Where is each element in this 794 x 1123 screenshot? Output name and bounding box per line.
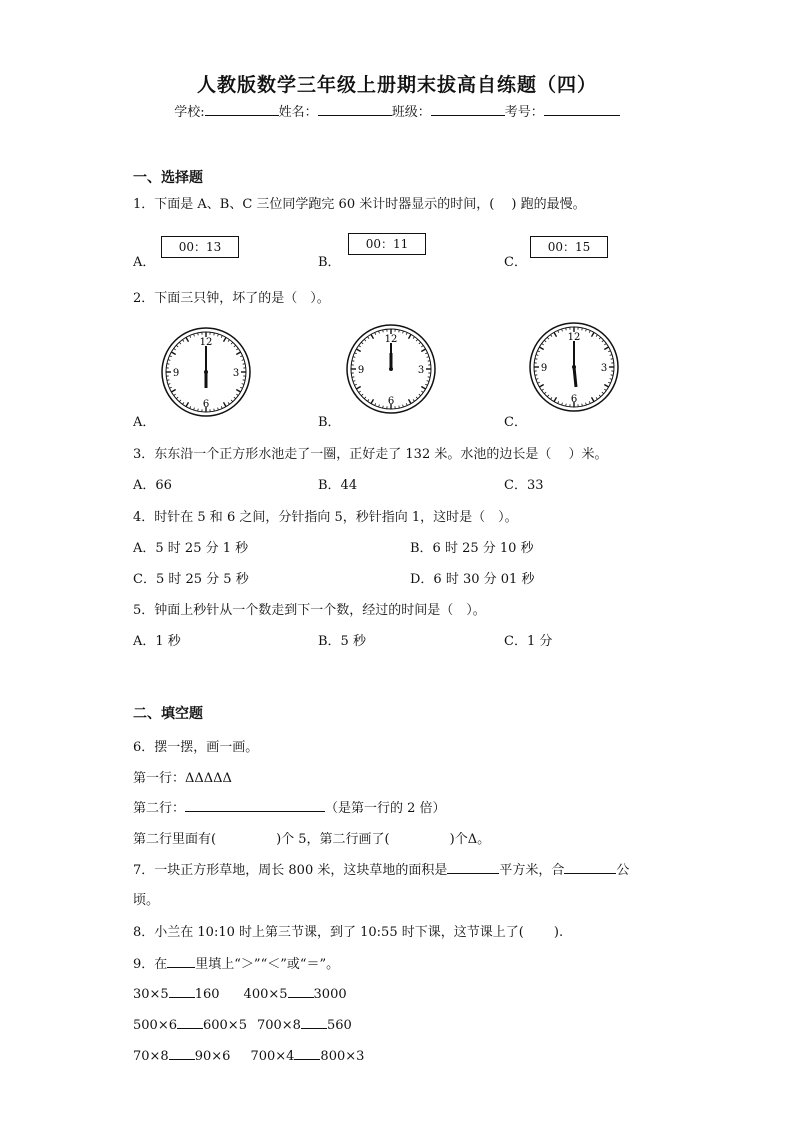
clock-tick [602,392,604,394]
clock-tick [198,333,199,335]
clock-tick [539,385,543,388]
clock-tick [179,400,181,402]
clock-tick [375,403,376,405]
student-info-line [0,101,794,120]
clock-tick [243,380,245,381]
clock-tick [179,342,181,344]
clock-tick [562,329,563,331]
clock-c [528,321,620,413]
page-title: 人教版数学三年级上册期末拔高自练题（四） [196,74,597,96]
clock-tick [427,357,429,358]
clock-tick [361,342,363,344]
clock-tick [610,379,612,380]
clock-tick [539,347,543,350]
q9-r3-blank-1[interactable] [169,1047,195,1060]
clock-tick [421,387,425,390]
clock-tick [236,348,238,349]
clock-tick [428,361,430,362]
clock-tick [427,381,429,382]
clock-tick [596,397,597,399]
q9-r2-right: 600×5 [202,1018,247,1033]
clock-tick [608,382,610,383]
clock-tick [190,406,191,408]
clock-tick [367,337,368,339]
clock-tick [167,364,169,365]
clock-tick [582,328,583,330]
clock-tick [399,406,400,408]
question-4-text: 4．时针在 5 和 6 之间，分针指向 5，秒针指向 1，这时是（ ）。 [133,510,518,525]
clock-tick [214,409,215,411]
clock-tick [367,399,368,401]
clock-b-num-12: 12 [384,334,398,345]
clock-tick [176,397,178,399]
timer-display-b: 00：11 [348,233,426,255]
clock-b-num-6: 6 [387,396,395,407]
q6-line3-part-b: )个 5，第二行画了( [276,832,390,847]
clock-a-num-12: 12 [199,337,213,348]
q9-r1-blank-1[interactable] [169,985,195,998]
clock-b-num-3: 3 [417,365,425,376]
clock-tick [234,345,236,347]
q9-r3-right-2: 800×3 [320,1049,365,1064]
q9-r1-right: 160 [194,987,220,1002]
timer-display-c: 00：15 [530,236,608,258]
clock-tick [234,397,236,399]
clock-tick [190,335,191,337]
clock-tick [409,334,412,338]
q3-option-a: A．66 [133,478,172,493]
q6-row1: 第一行：ΔΔΔΔΔ [133,771,232,786]
q2-option-b-label: B． [318,415,341,430]
q1-option-c-label: C． [504,255,527,270]
question-6-text: 6．摆一摆，画一画。 [133,740,259,755]
clock-tick [186,337,189,341]
clock-tick [364,397,366,399]
clock-tick [240,356,242,357]
clock-tick [421,391,423,392]
q9-r1-right-2: 3000 [313,987,347,1002]
q9-r1-left: 30×5 [133,987,169,1002]
clock-a-num-9: 9 [172,368,180,379]
q9-r1-left-2: 400×5 [243,987,288,1002]
q4-option-c: C．5 时 25 分 5 秒 [133,572,249,587]
clock-tick [353,381,355,382]
clock-tick [544,392,546,394]
q3-option-b: B．44 [318,478,358,493]
clock-tick [550,335,551,337]
q6-row2 [133,797,446,816]
q6-row2-note: （是第一行的 2 倍） [325,801,446,816]
clock-tick [604,347,608,350]
clock-tick [566,404,567,406]
clock-tick [375,332,376,334]
q9-r2-right-2: 560 [326,1018,352,1033]
clock-tick [379,331,380,333]
clock-tick [352,361,354,362]
clock-tick [371,399,374,403]
clock-tick [169,356,171,357]
clock-tick [421,345,423,346]
clock-tick [198,409,199,411]
clock-tick [537,351,539,352]
clock-tick [425,353,427,354]
clock-tick [356,387,360,390]
clock-tick [547,337,549,339]
clock-tick [186,402,189,406]
timer-display-a: 00：13 [161,236,239,258]
clock-tick [611,375,613,376]
question-5-text: 5．钟面上秒针从一个数走到下一个数，经过的时间是（ ）。 [133,603,486,618]
q1-option-b-label: B． [318,255,341,270]
clock-tick [379,405,380,407]
q9-row-1 [133,985,347,1002]
clock-tick [406,403,407,405]
clock-tick [359,391,361,392]
q9-part1: 9．在 [133,957,168,972]
clock-tick [168,384,170,385]
clock-tick [416,397,418,399]
q1-option-a-label: A． [133,255,156,270]
clock-tick [592,397,595,401]
clock-a-num-6: 6 [202,399,210,410]
name-blank[interactable] [318,103,392,116]
clock-tick [169,387,171,388]
q9-r2-blank-1[interactable] [177,1016,203,1029]
clock-tick [544,340,546,342]
q9-r3-blank-2[interactable] [294,1047,320,1060]
clock-c-hour-hand [574,367,576,387]
clock-tick [562,403,563,405]
clock-tick [535,375,537,376]
clock-tick [566,328,567,330]
q9-example-blank [167,955,195,968]
school-blank[interactable] [205,103,279,116]
clock-tick [602,340,604,342]
clock-tick [537,382,539,383]
q7-blank-2[interactable] [564,861,616,874]
clock-tick [228,402,229,404]
clock-tick [550,397,551,399]
q7-continuation: 顷。 [133,893,160,908]
clock-b-num-9: 9 [357,365,365,376]
clock-tick [558,330,559,332]
clock-tick [352,377,354,378]
q4-option-a: A．5 时 25 分 1 秒 [133,541,249,556]
clock-tick [242,360,244,361]
clock-tick [218,334,219,336]
number-blank[interactable] [544,103,620,116]
clock-tick [242,384,244,385]
q5-option-c: C．1 分 [504,634,553,649]
clock-tick [403,405,404,407]
clock-tick [608,351,610,352]
clock-tick [171,390,175,393]
q7-part1: 7．一块正方形草地，周长 800 米，这块草地的面积是 [133,863,448,878]
clock-tick [383,406,384,408]
clock-tick [611,359,613,360]
clock-tick [586,329,587,331]
question-9-text [133,953,339,972]
section-heading-fill: 二、填空题 [133,706,203,722]
q6-row2-blank[interactable] [185,799,325,812]
clock-tick [182,340,183,342]
clock-tick [218,408,219,410]
clock-tick [554,397,557,401]
q9-r1-blank-2[interactable] [288,985,314,998]
q9-row-2 [133,1016,352,1033]
question-7-text [133,859,629,878]
q7-part2: 平方米，合 [499,863,565,878]
question-2-text: 2．下面三只钟，坏了的是（ ）。 [133,291,330,306]
clock-tick [354,353,356,354]
clock-tick [428,377,430,378]
clock-tick [182,402,183,404]
clock-tick [582,404,583,406]
clock-c-num-12: 12 [567,332,581,343]
q9-r2-left: 500×6 [133,1018,177,1033]
clock-tick [536,379,538,380]
clock-tick [353,357,355,358]
question-8-text: 8．小兰在 10:10 时上第三节课，到了 10:55 时下课，这节课上了( ). [133,925,564,940]
clock-tick [403,331,404,333]
clock-tick [221,406,222,408]
clock-tick [413,337,414,339]
clock-tick [596,335,597,337]
clock-tick [413,399,414,401]
clock-tick [542,389,544,390]
clock-tick [194,334,195,336]
q2-option-a-label: A． [133,415,156,430]
q7-blank-1[interactable] [447,861,499,874]
class-label: 班级： [391,105,431,120]
clock-tick [383,330,384,332]
clock-a-num-3: 3 [232,368,240,379]
clock-tick [409,399,412,403]
clock-tick [535,359,537,360]
clock-tick [243,364,245,365]
clock-c-num-3: 3 [600,363,608,374]
clock-tick [176,345,178,347]
clock-tick [168,360,170,361]
clock-tick [224,402,227,406]
clock-c-num-6: 6 [570,394,578,405]
clock-tick [589,401,590,403]
q7-part3: 公 [616,863,630,878]
q6-row2-label: 第二行： [133,801,186,816]
clock-tick [542,343,544,344]
clock-tick [610,355,612,356]
clock-tick [361,394,363,396]
q9-row-3 [133,1047,364,1064]
clock-tick [554,332,557,336]
name-label: 姓名： [278,105,318,120]
clock-tick [236,394,238,395]
clock-tick [228,340,229,342]
clock-tick [399,330,400,332]
number-label: 考号： [504,105,544,120]
clock-tick [231,342,233,344]
clock-tick [604,343,606,344]
clock-tick [406,332,407,334]
q6-line3 [133,828,490,847]
clock-tick [558,401,559,403]
q5-option-b: B．5 秒 [318,634,366,649]
clock-tick [371,334,374,338]
q9-r2-left-2: 700×8 [256,1018,301,1033]
clock-tick [604,389,606,390]
q6-line3-part-c: )个Δ。 [449,832,491,847]
clock-tick [416,339,418,341]
clock-tick [174,348,176,349]
clock-tick [167,380,169,381]
clock-tick [589,330,590,332]
clock-a [160,326,252,418]
clock-tick [547,395,549,397]
school-label: 学校: [174,105,205,120]
clock-tick [419,342,421,344]
clock-tick [599,395,601,397]
clock-tick [171,352,175,355]
q5-option-a: A．1 秒 [133,634,181,649]
clock-tick [221,335,222,337]
class-blank[interactable] [431,103,505,116]
clock-tick [356,349,360,352]
clock-tick [224,337,227,341]
clock-tick [236,390,240,393]
clock-tick [240,387,242,388]
clock-tick [599,337,601,339]
clock-tick [364,339,366,341]
clock-tick [421,349,425,352]
clock-tick [604,385,608,388]
clock-tick [586,403,587,405]
clock-tick [214,333,215,335]
q9-part2: 里填上“＞”“＜”或“＝”。 [195,957,340,972]
q3-option-c: C．33 [504,478,544,493]
q9-r3-left: 70×8 [133,1049,169,1064]
q4-option-d: D．6 时 30 分 01 秒 [410,572,535,587]
section-heading-choice: 一、选择题 [133,170,203,186]
clock-tick [536,355,538,356]
clock-tick [359,345,361,346]
clock-b [345,323,437,415]
q2-option-c-label: C． [504,415,527,430]
clock-tick [354,384,356,385]
clock-tick [231,400,233,402]
clock-tick [194,408,195,410]
clock-tick [592,332,595,336]
clock-tick [174,394,176,395]
clock-c-num-9: 9 [540,363,548,374]
q6-line3-part-a: 第二行里面有( [133,832,217,847]
q4-option-b: B．6 时 25 分 10 秒 [410,541,534,556]
question-3-text: 3．东东沿一个正方形水池走了一圈，正好走了 132 米。水池的边长是（ ）米。 [133,447,608,462]
question-1-text: 1．下面是 A、B、C 三位同学跑完 60 米计时器显示的时间，( ) 跑的最慢。 [133,197,586,212]
clock-tick [419,394,421,396]
clock-tick [236,352,240,355]
q9-r2-blank-2[interactable] [301,1016,327,1029]
clock-tick [425,384,427,385]
q9-r3-left-2: 700×4 [250,1049,295,1064]
q9-r3-right: 90×6 [194,1049,231,1064]
